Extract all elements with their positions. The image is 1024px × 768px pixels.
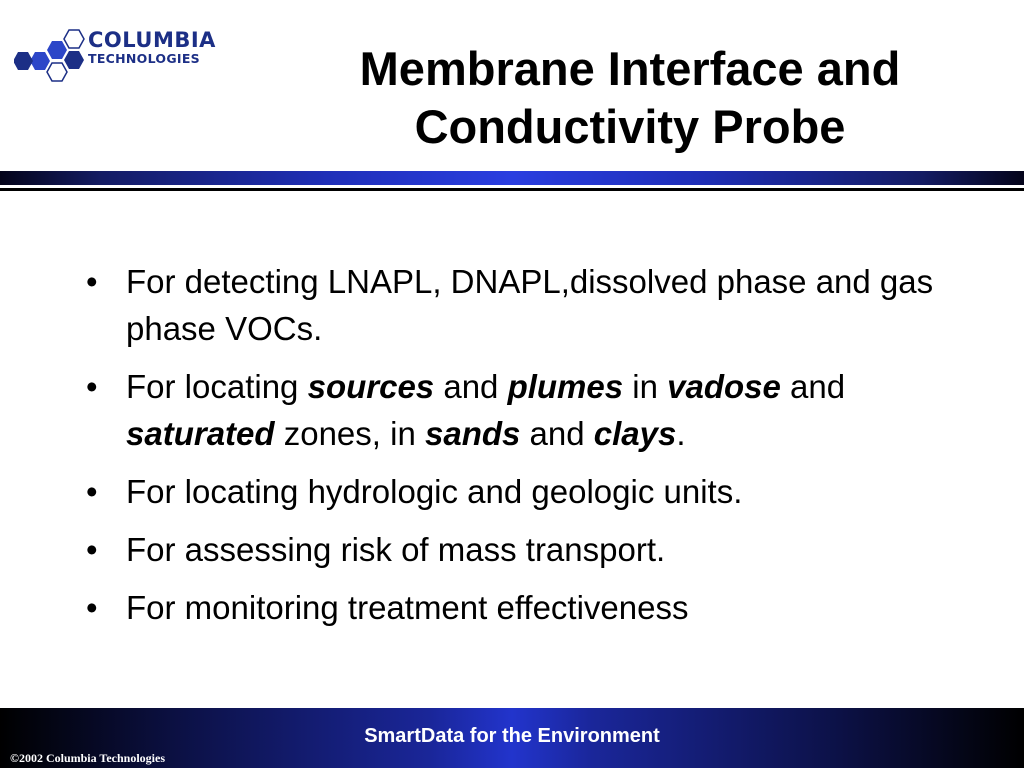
bullet-list (86, 258, 946, 642)
slide-title-line1: Membrane Interface and (359, 42, 901, 95)
header-divider (0, 171, 1024, 188)
bullet-text: For monitoring treatment effectiveness (126, 589, 689, 626)
bullet-item (86, 468, 946, 515)
emphasis-clays: clays (593, 415, 677, 452)
footer-tagline: SmartData for the Environment (364, 725, 660, 747)
bullet-item (86, 258, 946, 352)
emphasis-plumes: plumes (507, 368, 624, 405)
emphasis-vadose: vadose (667, 368, 781, 405)
bullet-dot: • (86, 589, 98, 626)
emphasis-sands: sands (424, 415, 521, 452)
footer-bar (0, 708, 1024, 768)
company-logo (14, 28, 246, 84)
bullet-dot: • (86, 263, 98, 300)
emphasis-saturated: saturated (126, 415, 275, 452)
logo-subtitle: TECHNOLOGIES (88, 51, 200, 66)
bullet-item (86, 526, 946, 573)
bullet-text: For locating sources and plumes in vadose and saturated zones, in sands and clays. (126, 368, 846, 452)
hexagon-cluster-icon (14, 28, 86, 84)
bullet-dot: • (86, 368, 98, 405)
bullet-text: For detecting LNAPL, DNAPL,dissolved phase and gas phase VOCs. (126, 263, 934, 347)
bullet-item (86, 584, 946, 631)
bullet-text: For assessing risk of mass transport. (126, 531, 666, 568)
slide-title (250, 40, 1010, 156)
bullet-text: For locating hydrologic and geologic units. (126, 473, 743, 510)
emphasis-sources: sources (307, 368, 435, 405)
slide-title-line2: Conductivity Probe (414, 100, 846, 153)
bullet-item (86, 363, 946, 457)
logo-name: COLUMBIA (88, 28, 216, 52)
footer-copyright: ©2002 Columbia Technologies (10, 751, 165, 765)
bullet-dot: • (86, 473, 98, 510)
bullet-dot: • (86, 531, 98, 568)
